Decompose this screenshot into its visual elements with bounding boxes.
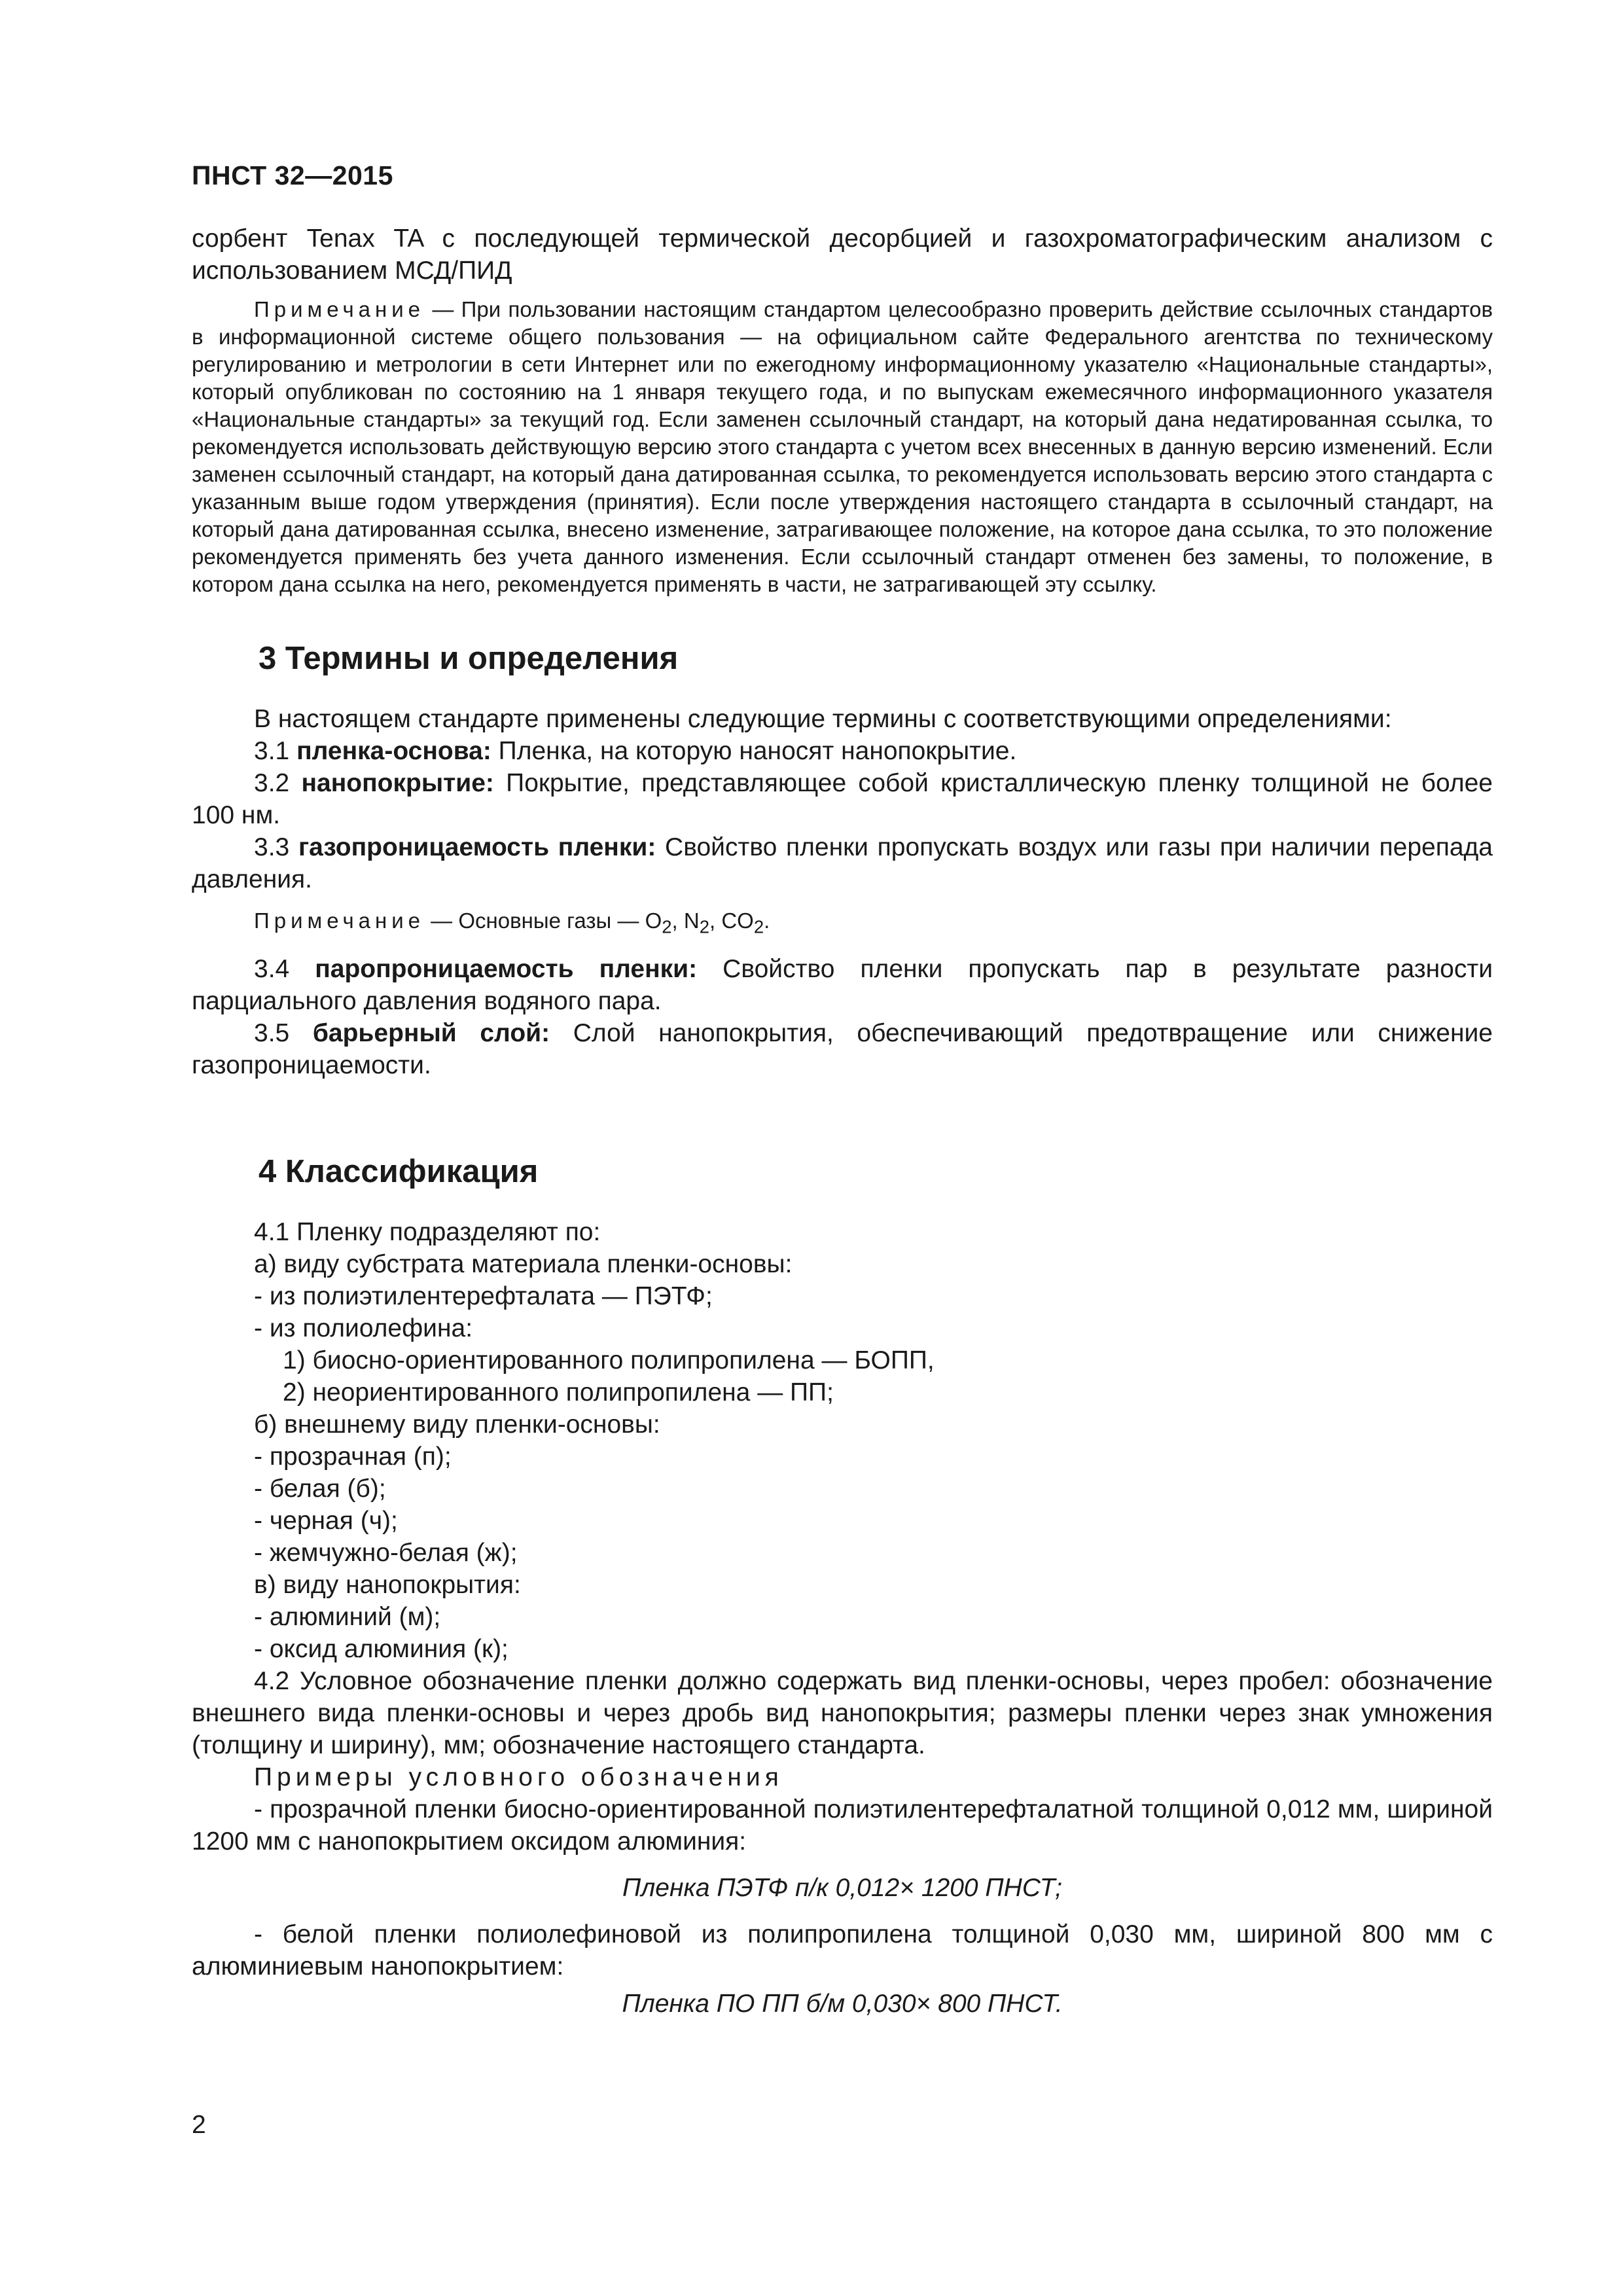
list-item: - из полиэтилентерефталата — ПЭТФ; [254,1282,713,1310]
term-3-4: 3.4 паропроницаемость пленки: Свойство пленки пропускать пар в результате разности парциального давления водяного пара. [192,954,1493,1015]
term-3-5: 3.5 барьерный слой: Слой нанопокрытия, обеспечивающий предотвращение или снижение газопроницаемости. [192,1018,1493,1079]
list-item: 4.1 Пленку подразделяют по: [254,1217,601,1246]
term-name: барьерный слой: [312,1018,550,1047]
note-gases: Примечание — Основные газы — $O_2$, $N_2$, $CO_2$. [254,908,770,937]
note-referenced-standards [192,296,1493,598]
document-code: ПНСТ 32—2015 [192,160,393,190]
list-item: 2) неориентированного полипропилена — ПП; [283,1378,834,1407]
list-item: 1) биосно-ориентированного полипропилена — БОПП, [283,1346,935,1374]
list-item: - черная (ч); [254,1506,398,1535]
list-item: б) внешнему виду пленки-основы: [254,1410,660,1439]
example-2-text: - белой пленки полиолефиновой из полипропилена толщиной 0,030 мм, шириной 800 мм с алюминиевым нанопокрытием: [192,1920,1493,1981]
list-item: - оксид алюминия (к); [254,1634,508,1663]
note-text: — При пользовании настоящим стандартом целесообразно проверить действие ссылочных стандартов в информационной системе общего пользования — на официальном сайте Федерального агентства по техническому регулированию и метрологии в сети Интернет или по ежегодному информационному указателю «Национальные стандарты», который опубликован по состоянию на 1 января текущего года, и по выпускам ежемесячного информационного указателя «Национальные стандарты» за текущий год. Если заменен ссылочный стандарт, на который дана недатированная ссылка, то рекомендуется использовать действующую версию этого стандарта с учетом всех внесенных в данную версию изменений. Если заменен ссылочный стандарт, на который дана датированная ссылка, то рекомендуется использовать версию этого стандарта с указанным выше годом утверждения (принятия). Если после утверждения настоящего стандарта в ссылочный стандарт, на который дана датированная ссылка, внесено изменение, затрагивающее положение, на которое дана ссылка, то это положение рекомендуется применять без учета данного изменения. Если ссылочный стандарт отменен без замены, то положение, в котором дана ссылка на него, рекомендуется применять в части, не затрагивающей эту ссылку. [192,297,1493,596]
note-label: Примечание [254,297,425,321]
example-1-designation: Пленка ПЭТФ п/к 0,012× 1200 ПНСТ; [622,1873,1062,1902]
list-item: - алюминий (м); [254,1602,441,1631]
list-item: - из полиолефина: [254,1314,473,1342]
list-item: - прозрачная (п); [254,1442,452,1471]
page-content [192,223,1493,2020]
section-3-title: 3 Термины и определения [259,641,679,676]
page-number: 2 [192,2111,206,2139]
term-name: газопроницаемость пленки: [298,833,656,861]
term-name: пленка-основа: [296,737,491,765]
examples-heading: Примеры условного обозначения [254,1763,783,1791]
section-4-title: 4 Классификация [259,1153,539,1189]
list-item: - белая (б); [254,1474,386,1503]
list-item: - жемчужно-белая (ж); [254,1538,518,1567]
list-item: в) виду нанопокрытия: [254,1570,521,1599]
term-3-1: 3.1 пленка-основа: Пленка, на которую наносят нанопокрытие. [254,737,1017,765]
section-3-lead: В настоящем стандарте применены следующие термины с соответствующими определениями: [254,705,1392,733]
example-2-designation: Пленка ПО ПП б/м 0,030× 800 ПНСТ. [622,1989,1063,2018]
term-name: нанопокрытие: [301,769,494,797]
term-name: паропроницаемость пленки: [315,954,698,983]
example-1-text: - прозрачной пленки биосно-ориентированной полиэтилентерефталатной толщиной 0,012 мм, шириной 1200 мм с нанопокрытием оксидом алюминия: [192,1795,1493,1856]
term-3-3: 3.3 газопроницаемость пленки: Свойство пленки пропускать воздух или газы при наличии перепада давления. [192,833,1493,893]
term-3-2: 3.2 нанопокрытие: Покрытие, представляющее собой кристаллическую пленку толщиной не более 100 нм. [192,769,1493,829]
intro-paragraph: сорбент Tenax TA с последующей термической десорбцией и газохроматографическим анализом с использованием МСД/ПИД [192,224,1493,285]
list-item: а) виду субстрата материала пленки-основы: [254,1249,793,1278]
classification-list [192,1216,1493,1665]
paragraph-4-2: 4.2 Условное обозначение пленки должно содержать вид пленки-основы, через пробел: обозначение внешнего вида пленки-основы и через дробь вид нанопокрытия; размеры пленки через знак умножения (толщину и ширину), мм; обозначение настоящего стандарта. [192,1666,1493,1759]
